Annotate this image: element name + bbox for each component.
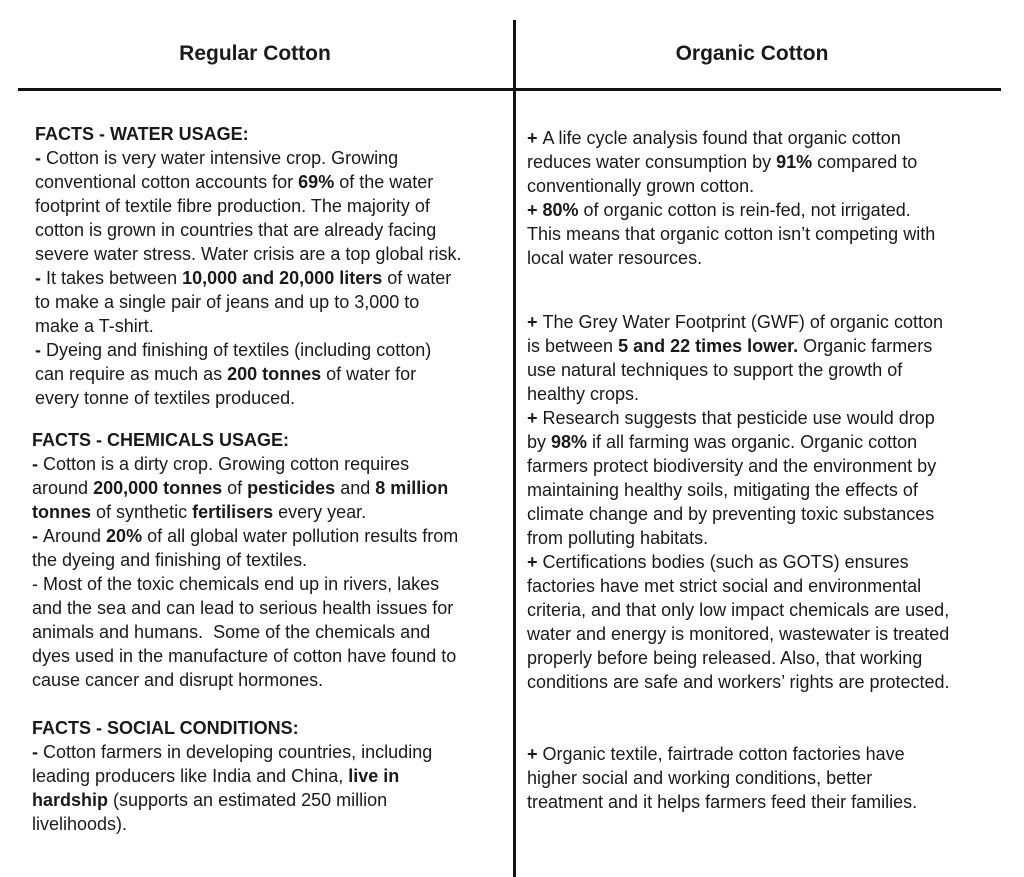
text: water and energy is monitored, wastewater is treated — [527, 624, 950, 644]
text-line — [32, 500, 458, 524]
text: properly before being released. Also, that working — [527, 648, 923, 668]
text-line — [35, 218, 461, 242]
regular-cotton-header: Regular Cotton — [179, 42, 331, 65]
text: animals and humans. Some of the chemicals and — [32, 622, 431, 642]
bold-text: 91% — [776, 152, 813, 172]
text-line — [35, 290, 461, 314]
text: maintaining healthy soils, mitigating the effects of — [527, 480, 918, 500]
text-line — [32, 548, 458, 572]
text: conventional cotton accounts for — [35, 172, 299, 192]
right-block-water — [527, 126, 935, 270]
text-line — [527, 478, 950, 502]
text: of — [222, 478, 248, 498]
text: It takes between — [46, 268, 183, 288]
text-line — [527, 646, 950, 670]
bold-text: - — [35, 148, 46, 168]
text: the dyeing and finishing of textiles. — [32, 550, 308, 570]
text: of synthetic — [91, 502, 193, 522]
text: severe water stress. Water crisis are a top global risk. — [35, 244, 462, 264]
text: use natural techniques to support the growth of — [527, 360, 903, 380]
text: This means that organic cotton isn’t competing with — [527, 224, 936, 244]
text: factories have met strict social and environmental — [527, 576, 922, 596]
bold-text: live in — [348, 766, 400, 786]
text-line — [35, 386, 461, 410]
bold-text: 200 tonnes — [227, 364, 322, 384]
organic-cotton-header: Organic Cotton — [675, 42, 829, 65]
text-line — [527, 358, 950, 382]
text: cotton is grown in countries that are already facing — [35, 220, 437, 240]
text-line — [527, 406, 950, 430]
bold-text: + — [527, 744, 543, 764]
text-line — [527, 670, 950, 694]
column-divider — [513, 20, 516, 877]
text: cause cancer and disrupt hormones. — [32, 670, 324, 690]
text: by — [527, 432, 552, 452]
text: every tonne of textiles produced. — [35, 388, 296, 408]
text-line — [35, 314, 461, 338]
right-block-social — [527, 742, 917, 814]
text: Certifications bodies (such as GOTS) ensures — [542, 552, 909, 572]
text: of organic cotton is rein-fed, not irrigated. — [578, 200, 911, 220]
text-line — [32, 476, 458, 500]
text: A life cycle analysis found that organic cotton — [542, 128, 901, 148]
bold-text: 5 and 22 times lower. — [618, 336, 799, 356]
text: around — [32, 478, 94, 498]
text-line — [527, 382, 950, 406]
text-line — [32, 788, 432, 812]
text: Dyeing and finishing of textiles (including cotton) — [46, 340, 432, 360]
text: (supports an estimated 250 million — [108, 790, 388, 810]
text: reduces water consumption by — [527, 152, 777, 172]
bold-text: hardship — [32, 790, 109, 810]
text-line — [527, 742, 917, 766]
text-line — [527, 790, 917, 814]
text: treatment and it helps farmers feed their families. — [527, 792, 918, 812]
text-line — [527, 430, 950, 454]
text: farmers protect biodiversity and the environment by — [527, 456, 937, 476]
text: conventionally grown cotton. — [527, 176, 755, 196]
text-line — [35, 338, 461, 362]
text-line — [32, 596, 458, 620]
text: Cotton farmers in developing countries, including — [43, 742, 433, 762]
text: compared to — [812, 152, 918, 172]
bold-text: FACTS - WATER USAGE: — [35, 124, 249, 144]
bold-text: + — [527, 552, 543, 572]
text: Cotton is very water intensive crop. Growing — [46, 148, 399, 168]
text-line — [527, 454, 950, 478]
text: every year. — [273, 502, 367, 522]
text: criteria, and that only low impact chemicals are used, — [527, 600, 950, 620]
text: climate change and by preventing toxic substances — [527, 504, 935, 524]
bold-text: + — [527, 408, 543, 428]
bold-text: 20% — [106, 526, 143, 546]
text-line — [527, 222, 935, 246]
text-line — [35, 122, 461, 146]
text: Research suggests that pesticide use would drop — [542, 408, 935, 428]
text-line — [527, 174, 935, 198]
bold-text: 200,000 tonnes — [93, 478, 223, 498]
bold-text: - — [35, 268, 46, 288]
text: of water for — [321, 364, 417, 384]
header-divider — [18, 88, 1001, 91]
bold-text: - — [32, 454, 43, 474]
text: Cotton is a dirty crop. Growing cotton requires — [43, 454, 410, 474]
text: if all farming was organic. Organic cotton — [587, 432, 918, 452]
text: Organic textile, fairtrade cotton factories have — [542, 744, 905, 764]
text: of water — [382, 268, 452, 288]
left-block-chemicals — [32, 428, 458, 692]
text: footprint of textile fibre production. The majority of — [35, 196, 430, 216]
left-block-water — [35, 122, 461, 410]
text-line — [527, 334, 950, 358]
text-line — [35, 266, 461, 290]
bold-text: pesticides — [247, 478, 336, 498]
text: healthy crops. — [527, 384, 640, 404]
text: livelihoods). — [32, 814, 128, 834]
text-line — [35, 170, 461, 194]
bold-text: - — [35, 340, 46, 360]
text: is between — [527, 336, 619, 356]
text-line — [32, 740, 432, 764]
text-line — [527, 198, 935, 222]
text-line — [527, 246, 935, 270]
text-line — [527, 622, 950, 646]
bold-text: 98% — [551, 432, 588, 452]
text-line — [35, 362, 461, 386]
text: conditions are safe and workers’ rights are protected. — [527, 672, 950, 692]
text-line — [32, 716, 432, 740]
text: Around — [43, 526, 107, 546]
text-line — [527, 574, 950, 598]
text-line — [527, 150, 935, 174]
text-line — [527, 126, 935, 150]
text: to make a single pair of jeans and up to 3,000 to — [35, 292, 420, 312]
text-line — [32, 644, 458, 668]
bold-text: 10,000 and 20,000 liters — [182, 268, 383, 288]
bold-text: + — [527, 312, 543, 332]
text: and the sea and can lead to serious health issues for — [32, 598, 454, 618]
text: The Grey Water Footprint (GWF) of organic cotton — [542, 312, 943, 332]
right-block-chemicals — [527, 310, 950, 694]
text: leading producers like India and China, — [32, 766, 349, 786]
left-block-social — [32, 716, 432, 836]
text: make a T-shirt. — [35, 316, 154, 336]
text-line — [32, 428, 458, 452]
text-line — [32, 812, 432, 836]
bold-text: fertilisers — [192, 502, 274, 522]
bold-text: + 80% — [527, 200, 579, 220]
text: higher social and working conditions, better — [527, 768, 873, 788]
text-line — [35, 146, 461, 170]
text: and — [335, 478, 376, 498]
bold-text: FACTS - CHEMICALS USAGE: — [32, 430, 290, 450]
text-line — [527, 550, 950, 574]
text: Organic farmers — [798, 336, 933, 356]
text-line — [32, 524, 458, 548]
bold-text: - — [32, 742, 43, 762]
text-line — [32, 764, 432, 788]
bold-text: 8 million — [375, 478, 449, 498]
text: of the water — [334, 172, 434, 192]
text-line — [32, 620, 458, 644]
text-line — [35, 194, 461, 218]
text-line — [32, 452, 458, 476]
text-line — [35, 242, 461, 266]
text: from polluting habitats. — [527, 528, 709, 548]
text-line — [527, 598, 950, 622]
text-line — [32, 668, 458, 692]
bold-text: FACTS - SOCIAL CONDITIONS: — [32, 718, 299, 738]
text: of all global water pollution results from — [142, 526, 459, 546]
text: - Most of the toxic chemicals end up in rivers, lakes — [32, 574, 440, 594]
text-line — [527, 766, 917, 790]
text-line — [32, 572, 458, 596]
text: dyes used in the manufacture of cotton have found to — [32, 646, 457, 666]
bold-text: + — [527, 128, 543, 148]
bold-text: - — [32, 526, 43, 546]
text-line — [527, 526, 950, 550]
text-line — [527, 310, 950, 334]
text-line — [527, 502, 950, 526]
text: local water resources. — [527, 248, 703, 268]
text: can require as much as — [35, 364, 228, 384]
bold-text: 69% — [298, 172, 335, 192]
bold-text: tonnes — [32, 502, 92, 522]
